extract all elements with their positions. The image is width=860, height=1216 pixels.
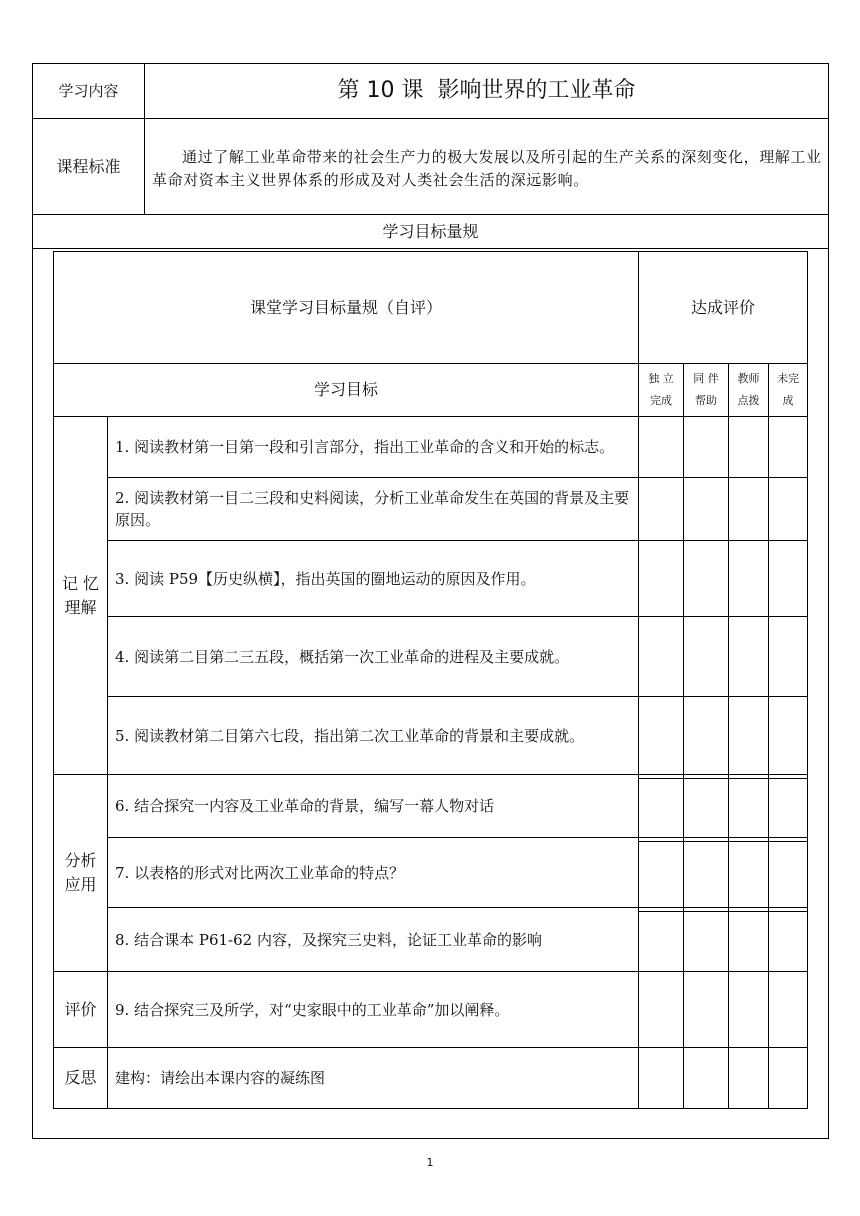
group-label-bottom: 应用 (64, 875, 97, 894)
goal-item-text: 建构：请绘出本课内容的凝练图 (115, 1069, 326, 1087)
group-label-analysis (54, 775, 107, 971)
outer-border-right (828, 63, 829, 1139)
page-number: 1 (426, 1156, 434, 1169)
rubric-heading: 学习目标量规 (382, 221, 479, 241)
eval-column-label-top: 同 伴 (693, 372, 719, 385)
standard-text: 通过了解工业革命带来的社会生产力的极大发展以及所引起的生产关系的深刻变化，理解工业革命对资本主义世界体系的形成及对人类社会生活的深远影响。 (152, 148, 822, 189)
rubric-row-line-double (638, 841, 808, 842)
header-divider-1 (32, 118, 829, 119)
group-label-evaluation (54, 972, 107, 1047)
eval-column-label-bottom: 成 (782, 394, 794, 407)
goal-item (115, 478, 635, 540)
goal-item-text: 7. 以表格的形式对比两次工业革命的特点？ (115, 863, 405, 882)
goal-item-text: 9. 结合探究三及所学，对“史家眼中的工业革命”加以阐释。 (115, 1000, 510, 1019)
goal-item (115, 972, 635, 1047)
rubric-border-right (807, 251, 808, 1109)
eval-column-label-top: 独 立 (648, 372, 674, 385)
standard-label: 课程标准 (56, 156, 121, 176)
eval-column-label-top: 未完 (777, 372, 799, 385)
rubric-eval-col-divider (683, 363, 684, 1109)
lesson-title: 第 10 课 影响世界的工业革命 (337, 78, 636, 103)
goal-item-text: 4. 阅读第二目第二三五段，概括第一次工业革命的进程及主要成就。 (115, 647, 570, 666)
rubric-group-divider (107, 416, 108, 1109)
eval-column-label-bottom: 完成 (650, 394, 672, 407)
goal-item-text: 1. 阅读教材第一目第一段和引言部分，指出工业革命的含义和开始的标志。 (115, 438, 615, 456)
goal-item-text: 5. 阅读教材第二目第六七段，指出第二次工业革命的背景和主要成就。 (115, 726, 585, 745)
goal-item (115, 617, 635, 696)
goal-item (115, 908, 635, 971)
rubric-eval-col-divider (768, 363, 769, 1109)
eval-column-label-bottom: 点拨 (737, 394, 760, 407)
group-label-top: 分析 (64, 851, 97, 870)
outer-border-bottom (32, 1138, 829, 1139)
eval-title: 达成评价 (690, 297, 755, 317)
rubric-border-bottom (53, 1108, 808, 1109)
eval-column-label-top: 教师 (737, 372, 760, 385)
group-label-memory (54, 417, 107, 774)
group-label-top: 反思 (64, 1068, 97, 1087)
rubric-row-line-double (638, 911, 808, 912)
eval-column-teacher (729, 368, 768, 412)
content-label: 学习内容 (58, 82, 119, 100)
goal-item-text: 2. 阅读教材第一目二三段和史料阅读，分析工业革命发生在英国的背景及主要原因。 (115, 489, 630, 529)
eval-column-peer (684, 368, 728, 412)
rubric-eval-col-divider (728, 363, 729, 1109)
goal-item (115, 838, 635, 907)
goal-item (115, 541, 635, 616)
header-divider-3 (32, 248, 829, 249)
goals-header: 学习目标 (313, 380, 378, 399)
eval-column-incomplete (769, 368, 807, 412)
goal-item (115, 417, 635, 477)
rubric-row-line-double (638, 778, 808, 779)
group-label-bottom: 理解 (64, 597, 97, 617)
eval-column-label-bottom: 帮助 (695, 394, 717, 407)
group-label-reflection (54, 1048, 107, 1108)
group-label-top: 记 忆 (61, 573, 100, 593)
eval-column-independent (639, 368, 683, 412)
group-label-top: 评价 (64, 999, 97, 1019)
goal-item-text: 8. 结合课本 P61-62 内容，及探究三史料，论证工业革命的影响 (115, 930, 542, 949)
goal-item-text: 6. 结合探究一内容及工业革命的背景，编写一幕人物对话 (115, 797, 495, 815)
goal-item (115, 775, 635, 837)
goal-item (115, 1048, 635, 1108)
goal-item (115, 697, 625, 774)
goal-item-text: 3. 阅读 P59【历史纵横】，指出英国的圈地运动的原因及作用。 (115, 569, 536, 588)
rubric-title: 课堂学习目标量规（自评） (249, 297, 442, 317)
